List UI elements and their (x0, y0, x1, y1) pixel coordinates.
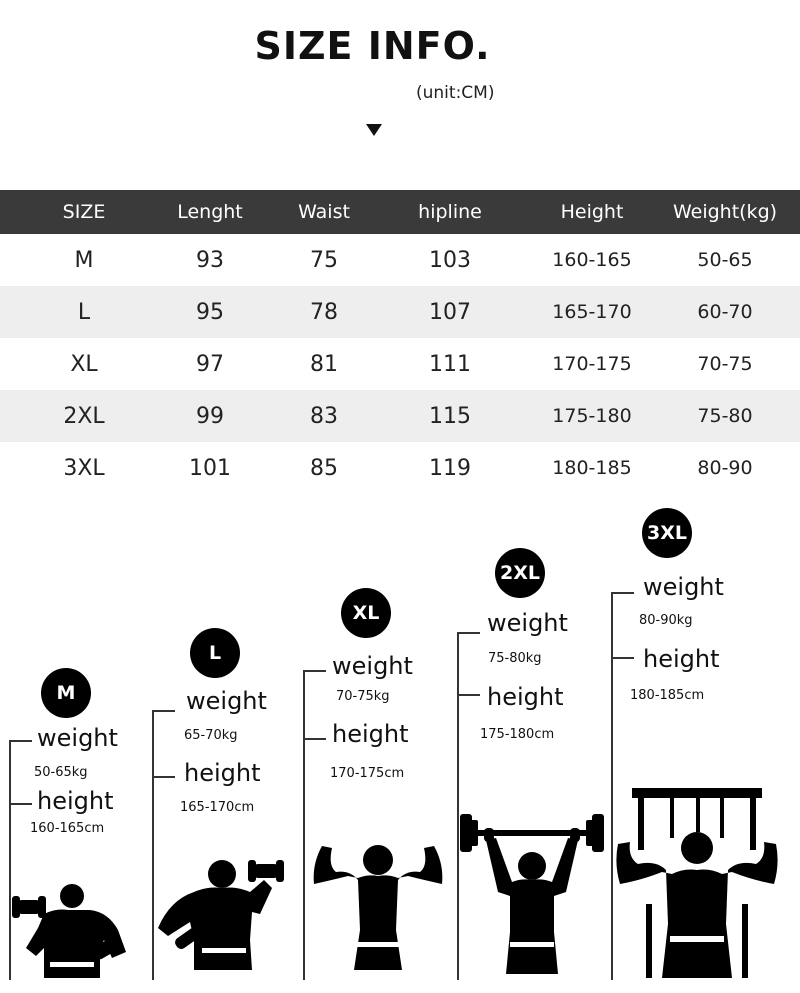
height-label: height (332, 720, 409, 748)
weight-label: weight (332, 652, 413, 680)
header-size: SIZE (62, 201, 106, 223)
height-tick (612, 657, 634, 659)
weight-tick (153, 710, 175, 712)
page-title: SIZE INFO. (254, 24, 491, 68)
cell-length: 101 (189, 455, 231, 481)
weight-value: 65-70kg (184, 728, 238, 743)
header-height: Height (560, 201, 624, 223)
unit-note: (unit:CM) (416, 83, 495, 103)
height-tick (458, 694, 480, 696)
cell-hipline: 107 (429, 299, 471, 325)
cell-length: 99 (196, 403, 224, 429)
size-badge-m: M (41, 668, 91, 718)
cell-weight: 75-80 (697, 405, 753, 427)
table-row (0, 234, 800, 286)
cell-waist: 75 (310, 247, 338, 273)
size-badge-2xl: 2XL (495, 548, 545, 598)
weight-tick (10, 740, 32, 742)
cell-waist: 81 (310, 351, 338, 377)
height-tick (10, 803, 32, 805)
height-label: height (184, 759, 261, 787)
height-value: 160-165cm (30, 821, 105, 836)
dumbbell-curl-icon (8, 878, 130, 988)
cell-weight: 80-90 (697, 457, 753, 479)
table-header (0, 190, 800, 234)
height-value: 170-175cm (330, 766, 405, 781)
cell-length: 97 (196, 351, 224, 377)
size-badge-3xl: 3XL (642, 508, 692, 558)
cell-hipline: 111 (429, 351, 471, 377)
height-label: height (37, 787, 114, 815)
dumbbell-flex-icon (152, 852, 294, 980)
weight-value: 80-90kg (639, 613, 693, 628)
height-label: height (643, 645, 720, 673)
down-arrow-icon (366, 124, 382, 136)
height-tick (153, 776, 175, 778)
weight-label: weight (487, 609, 568, 637)
size-badge-l: L (190, 628, 240, 678)
cell-size: L (77, 299, 91, 325)
height-tick (304, 738, 326, 740)
weight-tick (304, 670, 326, 672)
header-waist: Waist (298, 201, 350, 223)
cell-height: 180-185 (552, 457, 632, 479)
cell-length: 95 (196, 299, 224, 325)
cell-size: M (74, 247, 94, 273)
cell-weight: 70-75 (697, 353, 753, 375)
weight-value: 75-80kg (488, 651, 542, 666)
weight-tick (458, 632, 480, 634)
double-biceps-icon (302, 840, 452, 980)
weight-value: 50-65kg (34, 765, 88, 780)
weight-label: weight (643, 573, 724, 601)
height-value: 175-180cm (480, 727, 555, 742)
height-label: height (487, 683, 564, 711)
weight-tick (612, 592, 634, 594)
header-length: Lenght (177, 201, 243, 223)
cell-waist: 83 (310, 403, 338, 429)
cell-hipline: 115 (429, 403, 471, 429)
size-table (0, 190, 800, 494)
table-row (0, 338, 800, 390)
header-weight: Weight(kg) (672, 201, 778, 223)
cell-waist: 85 (310, 455, 338, 481)
cell-size: 2XL (63, 403, 105, 429)
cell-height: 175-180 (552, 405, 632, 427)
table-row (0, 286, 800, 338)
table-row (0, 442, 800, 494)
cell-length: 93 (196, 247, 224, 273)
height-value: 165-170cm (180, 800, 255, 815)
barbell-press-icon (456, 808, 608, 980)
cell-height: 165-170 (552, 301, 632, 323)
cell-height: 160-165 (552, 249, 632, 271)
cell-size: 3XL (63, 455, 105, 481)
weight-label: weight (186, 687, 267, 715)
cell-hipline: 119 (429, 455, 471, 481)
weight-value: 70-75kg (336, 689, 390, 704)
cell-weight: 60-70 (697, 301, 753, 323)
header-hipline: hipline (418, 201, 482, 223)
weight-label: weight (37, 724, 118, 752)
cell-weight: 50-65 (697, 249, 753, 271)
cable-machine-icon (612, 784, 782, 982)
cell-hipline: 103 (429, 247, 471, 273)
cell-waist: 78 (310, 299, 338, 325)
height-value: 180-185cm (630, 688, 705, 703)
size-badge-xl: XL (341, 588, 391, 638)
table-row (0, 390, 800, 442)
cell-height: 170-175 (552, 353, 632, 375)
cell-size: XL (70, 351, 98, 377)
